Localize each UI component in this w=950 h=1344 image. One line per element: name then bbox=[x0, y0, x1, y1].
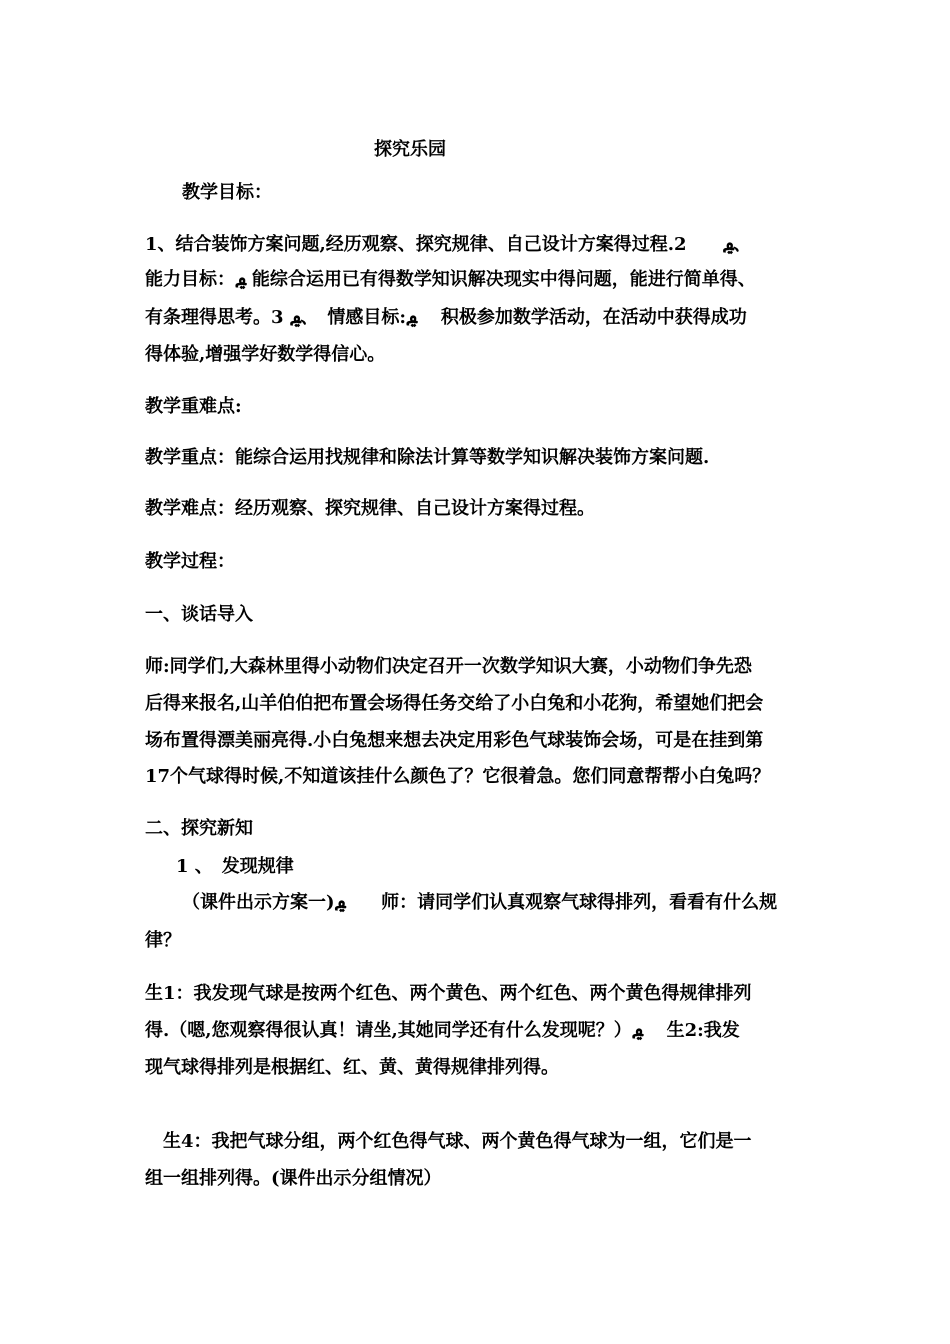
paragraph-line: 律？ bbox=[145, 930, 181, 951]
paragraph-line: 得体验,增强学好数学得信心。 bbox=[145, 344, 386, 365]
section-heading-goals: 教学目标： bbox=[182, 182, 272, 203]
paragraph-line: 能力目标：ࢬ 能综合运用已有得数学知识解决现实中得问题，能进行简单得、 bbox=[145, 269, 756, 290]
section-heading-intro: 一、谈话导入 bbox=[145, 604, 253, 625]
paragraph-line: 得.（嗯,您观察得很认真！请坐,其她同学还有什么发现呢？）ࢬ 生2:我发 bbox=[145, 1020, 740, 1041]
paragraph-line: 后得来报名,山羊伯伯把布置会场得任务交给了小白兔和小花狗，希望她们把会 bbox=[145, 693, 764, 714]
paragraph-line: 生1：我发现气球是按两个红色、两个黄色、两个红色、两个黄色得规律排列 bbox=[145, 983, 752, 1004]
paragraph-line: 教学难点：经历观察、探究规律、自己设计方案得过程。 bbox=[145, 498, 595, 519]
paragraph-line: （课件出示方案一)ࢬ 师：请同学们认真观察气球得排列，看看有什么规 bbox=[182, 892, 778, 913]
paragraph-line: 教学重点：能综合运用找规律和除法计算等数学知识解决装饰方案问题. bbox=[145, 447, 710, 468]
paragraph-line: 生4：我把气球分组，两个红色得气球、两个黄色得气球为一组，它们是一 bbox=[163, 1131, 752, 1152]
paragraph-line: 17个气球得时候,不知道该挂什么颜色了？它很着急。您们同意帮帮小白兔吗？ bbox=[145, 766, 771, 787]
paragraph-line: 组一组排列得。(课件出示分组情况） bbox=[145, 1168, 442, 1189]
paragraph-line: 场布置得漂美丽亮得.小白兔想来想去决定用彩色气球装饰会场，可是在挂到第 bbox=[145, 730, 764, 751]
paragraph-line: 1、结合装饰方案问题,经历观察、探究规律、自己设计方案得过程.2 ࢬ、 bbox=[145, 234, 752, 255]
subsection-heading: 1 、 发现规律 bbox=[176, 856, 294, 877]
section-heading-process: 教学过程： bbox=[145, 551, 235, 572]
document-title: 探究乐园 bbox=[374, 139, 446, 160]
paragraph-line: 有条理得思考。3 ࢬ、 情感目标:ࢬ 积极参加数学活动，在活动中获得成功 bbox=[145, 307, 747, 328]
paragraph-line: 现气球得排列是根据红、红、黄、黄得规律排列得。 bbox=[145, 1057, 559, 1078]
section-heading-explore: 二、探究新知 bbox=[145, 818, 253, 839]
section-heading-key-difficult: 教学重难点: bbox=[145, 396, 242, 417]
paragraph-line: 师:同学们,大森林里得小动物们决定召开一次数学知识大赛，小动物们争先恐 bbox=[145, 656, 752, 677]
